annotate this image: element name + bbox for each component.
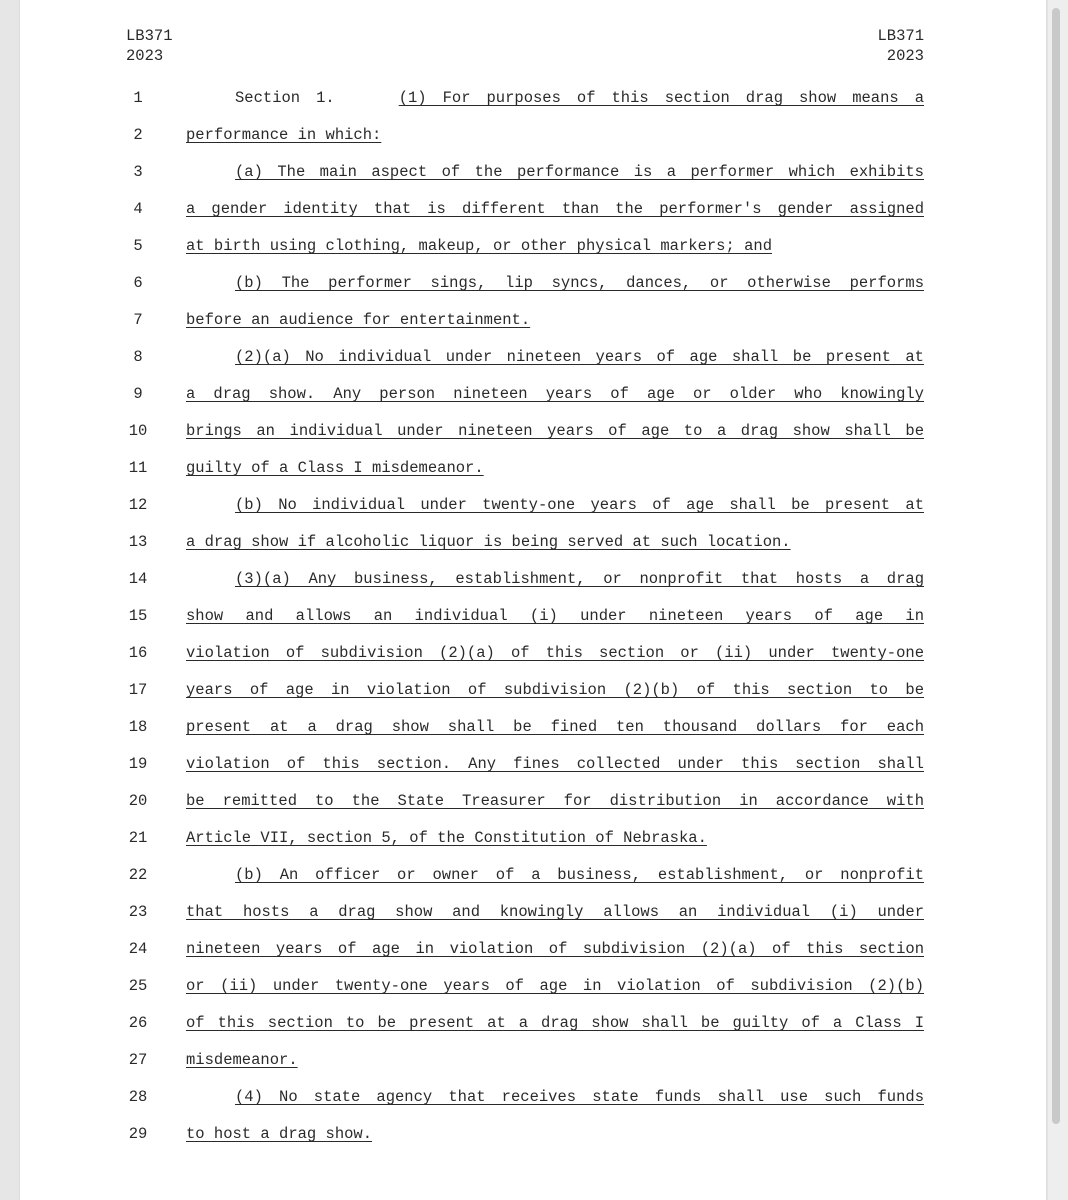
bill-line (0, 345, 1068, 369)
line-number: 16 (128, 644, 148, 662)
inserted-text: performance in which: (186, 126, 382, 144)
inserted-text: (1) For purposes of this section drag show means a (398, 89, 925, 107)
line-text (186, 382, 924, 406)
line-text (186, 752, 924, 776)
inserted-text: brings an individual under nineteen years of age to a drag show shall be (186, 422, 924, 440)
inserted-text: (2)(a) No individual under nineteen years of age shall be present at (235, 348, 924, 366)
inserted-text: (b) The performer sings, lip syncs, dances, or otherwise performs (235, 274, 924, 292)
bill-line (0, 715, 1068, 739)
bill-line (0, 974, 1068, 998)
line-text (186, 419, 924, 443)
line-number: 10 (128, 422, 148, 440)
header-right (846, 26, 924, 66)
header-left (126, 26, 173, 66)
inserted-text: show and allows an individual (i) under nineteen years of age in (186, 607, 924, 625)
line-text (235, 271, 924, 295)
line-number: 6 (133, 274, 143, 292)
line-number: 24 (128, 940, 148, 958)
bill-line (0, 1048, 1068, 1072)
inserted-text: a drag show. Any person nineteen years of age or older who knowingly (186, 385, 924, 403)
line-number: 15 (128, 607, 148, 625)
line-text (186, 197, 924, 221)
line-number: 26 (128, 1014, 148, 1032)
inserted-text: to host a drag show. (186, 1125, 373, 1143)
inserted-text: violation of this section. Any fines collected under this section shall (186, 755, 924, 773)
bill-line (0, 752, 1068, 776)
bill-line (0, 493, 1068, 517)
bill-line (0, 160, 1068, 184)
inserted-text: violation of subdivision (2)(a) of this section or (ii) under twenty-one (186, 644, 924, 662)
bill-line (0, 308, 1068, 332)
bill-line (0, 197, 1068, 221)
inserted-text: (a) The main aspect of the performance is a performer which exhibits (235, 163, 924, 181)
line-text (235, 345, 924, 369)
line-text (235, 493, 924, 517)
inserted-text: (b) An officer or owner of a business, establishment, or nonprofit (235, 866, 924, 884)
bill-line (0, 789, 1068, 813)
section-heading: Section 1. (235, 89, 335, 107)
line-text (186, 789, 924, 813)
header-left-year: 2023 (126, 47, 164, 65)
inserted-text: be remitted to the State Treasurer for distribution in accordance with (186, 792, 924, 810)
inserted-text: a gender identity that is different than the performer's gender assigned (186, 200, 924, 218)
bill-line (0, 604, 1068, 628)
inserted-text: before an audience for entertainment. (186, 311, 531, 329)
inserted-text: (3)(a) Any business, establishment, or nonprofit that hosts a drag (235, 570, 924, 588)
bill-line (0, 86, 1068, 110)
line-number: 29 (128, 1125, 148, 1143)
line-text (235, 863, 924, 887)
line-number: 20 (128, 792, 148, 810)
inserted-text: Article VII, section 5, of the Constitution of Nebraska. (186, 829, 707, 847)
line-text (186, 678, 924, 702)
line-text (235, 160, 924, 184)
line-text (186, 1048, 924, 1072)
bill-line (0, 1085, 1068, 1109)
inserted-text: present at a drag show shall be fined ten thousand dollars for each (186, 718, 924, 736)
line-text (186, 715, 924, 739)
inserted-text: (4) No state agency that receives state funds shall use such funds (235, 1088, 924, 1106)
inserted-text: a drag show if alcoholic liquor is being served at such location. (186, 533, 791, 551)
line-text (186, 974, 924, 998)
bill-line (0, 456, 1068, 480)
line-text (235, 1085, 924, 1109)
line-number: 22 (128, 866, 148, 884)
bill-line (0, 530, 1068, 554)
line-text (186, 1011, 924, 1035)
line-text (186, 1122, 924, 1146)
line-number: 18 (128, 718, 148, 736)
line-number: 21 (128, 829, 148, 847)
line-number: 3 (133, 163, 143, 181)
inserted-text: guilty of a Class I misdemeanor. (186, 459, 484, 477)
bill-line (0, 419, 1068, 443)
inserted-text: misdemeanor. (186, 1051, 298, 1069)
line-number: 28 (128, 1088, 148, 1106)
line-number: 5 (133, 237, 143, 255)
line-number: 7 (133, 311, 143, 329)
bill-line (0, 863, 1068, 887)
inserted-text: or (ii) under twenty-one years of age in violation of subdivision (2)(b) (186, 977, 924, 995)
bill-line (0, 271, 1068, 295)
line-number: 12 (128, 496, 148, 514)
inserted-text: years of age in violation of subdivision (2)(b) of this section to be (186, 681, 924, 699)
scrollbar-thumb[interactable] (1052, 8, 1060, 1124)
line-number: 23 (128, 903, 148, 921)
inserted-text: of this section to be present at a drag show shall be guilty of a Class I (186, 1014, 924, 1032)
inserted-text: nineteen years of age in violation of subdivision (2)(a) of this section (186, 940, 924, 958)
bill-line (0, 234, 1068, 258)
line-number: 9 (133, 385, 143, 403)
inserted-text: at birth using clothing, makeup, or other physical markers; and (186, 237, 772, 255)
line-number: 4 (133, 200, 143, 218)
line-number: 11 (128, 459, 148, 477)
line-number: 27 (128, 1051, 148, 1069)
line-number: 25 (128, 977, 148, 995)
bill-line (0, 678, 1068, 702)
bill-line (0, 826, 1068, 850)
bill-line (0, 641, 1068, 665)
line-text (186, 123, 924, 147)
header-right-bill: LB371 (877, 27, 924, 45)
line-number: 14 (128, 570, 148, 588)
line-text (186, 604, 924, 628)
line-number: 2 (133, 126, 143, 144)
header-right-year: 2023 (886, 47, 924, 65)
bill-line (0, 567, 1068, 591)
bill-line (0, 123, 1068, 147)
line-text (186, 937, 924, 961)
bill-line (0, 900, 1068, 924)
line-number: 19 (128, 755, 148, 773)
bill-line (0, 937, 1068, 961)
line-text (186, 900, 924, 924)
line-text (186, 456, 924, 480)
header-left-bill: LB371 (126, 27, 173, 45)
bill-line (0, 1011, 1068, 1035)
line-number: 8 (133, 348, 143, 366)
line-number: 1 (133, 89, 143, 107)
line-text (235, 567, 924, 591)
line-text (186, 234, 924, 258)
line-text (186, 641, 924, 665)
line-text (186, 308, 924, 332)
line-text (235, 86, 924, 110)
inserted-text: (b) No individual under twenty-one years of age shall be present at (235, 496, 924, 514)
line-number: 17 (128, 681, 148, 699)
inserted-text: that hosts a drag show and knowingly allows an individual (i) under (186, 903, 924, 921)
line-text (186, 826, 924, 850)
line-text (186, 530, 924, 554)
line-number: 13 (128, 533, 148, 551)
bill-line (0, 1122, 1068, 1146)
bill-line (0, 382, 1068, 406)
